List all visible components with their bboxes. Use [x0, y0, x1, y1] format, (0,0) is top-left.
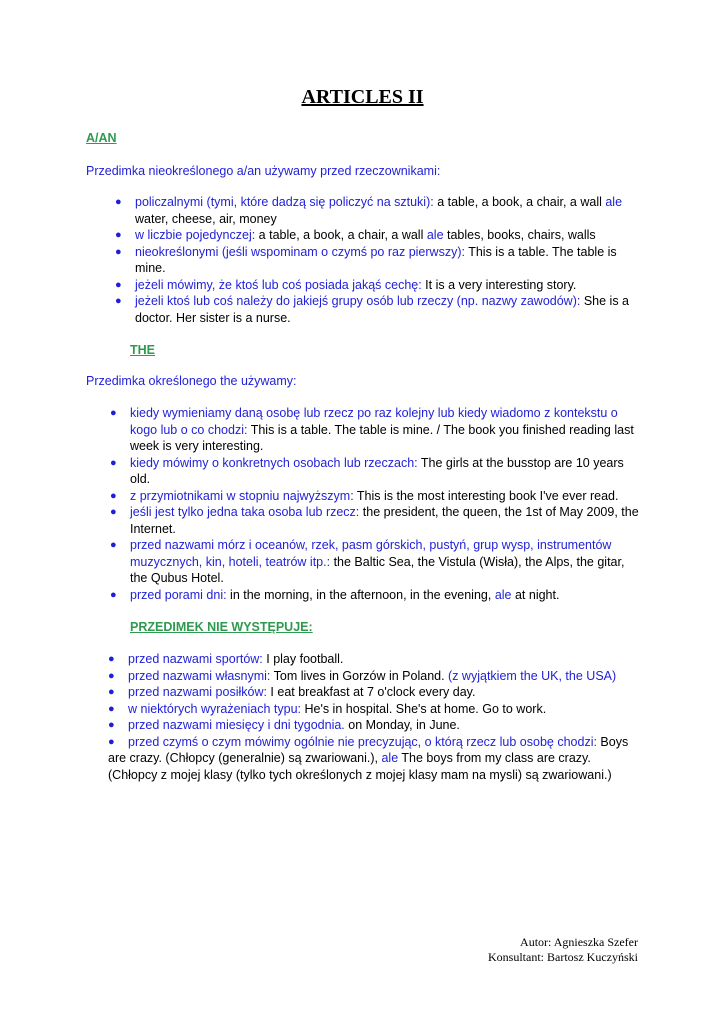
rule-text: w niektórych wyrażeniach typu: [128, 701, 301, 716]
bullet-icon: ● [108, 686, 115, 698]
bullet-icon: ● [110, 407, 117, 419]
example-text: This is the most interesting book I've ever read. [353, 488, 619, 503]
rule-text: kiedy mówimy o konkretnych osobach lub rzeczach: [130, 455, 418, 470]
example-text: She is a doctor. Her sister is a nurse. [135, 294, 629, 325]
list-item [110, 587, 640, 604]
author-credit: Autor: Agnieszka Szefer [520, 935, 638, 949]
no-article-rules-list [108, 651, 643, 783]
list-item [110, 537, 640, 587]
list-item [108, 717, 643, 734]
section-heading-a-an: A/AN [86, 131, 117, 145]
rule-text: jeżeli mówimy, że ktoś lub coś posiada jakąś cechę: [135, 277, 422, 292]
example-text: This is a table. The table is mine. [135, 244, 617, 275]
rule-text: przed nazwami własnymi: [128, 668, 271, 683]
rule-text: jeśli jest tylko jedna taka osoba lub rzecz: [130, 505, 360, 519]
example-text: on Monday, in June. [344, 718, 460, 732]
list-item [115, 293, 635, 326]
section-heading-the: THE [130, 343, 155, 357]
rule-text: przed porami dni: [130, 587, 227, 602]
bullet-icon: ● [115, 196, 122, 208]
rule-text: policzalnymi (tymi, które dadzą się policzyć na sztuki): [135, 195, 434, 209]
list-item [115, 227, 635, 244]
list-item [108, 668, 643, 685]
example-text: The boys from my class are crazy. (Chłopcy z mojej klasy (tylko tych określonych z mojej klasy mam na mysli) są zwariowani.) [108, 751, 612, 782]
example-text: the Baltic Sea, the Vistula (Wisła), the Alps, the gitar, the Qubus Hotel. [130, 554, 625, 585]
rule-text: jeżeli ktoś lub coś należy do jakiejś grupy osób lub rzeczy (np. nazwy zawodów): [135, 294, 581, 308]
example-text: I eat breakfast at 7 o'clock every day. [266, 685, 476, 699]
connector-text: ale [381, 751, 399, 765]
example-text: He's in hospital. She's at home. Go to work. [301, 701, 547, 716]
rule-text: przed nazwami posiłków: [128, 685, 267, 699]
example-text: the president, the queen, the 1st of May 2009, the Internet. [130, 505, 639, 536]
section-heading-no-article: PRZEDIMEK NIE WYSTĘPUJE: [130, 620, 313, 634]
list-item [115, 277, 635, 294]
list-item [108, 701, 643, 718]
example-text: a table, a book, a chair, a wall [255, 228, 427, 242]
example-text: The girls at the busstop are 10 years old. [130, 455, 624, 486]
bullet-icon: ● [110, 539, 117, 551]
rule-text: przed nazwami miesięcy i dni tygodnia. [128, 718, 345, 732]
connector-text: ale [494, 587, 512, 602]
rule-text: z przymiotnikami w stopniu najwyższym: [130, 488, 354, 503]
bullet-icon: ● [110, 456, 117, 469]
rule-text: kiedy wymieniamy daną osobę lub rzecz po raz kolejny lub kiedy wiadomo z kontekstu o kogo lub o co chodzi: [130, 406, 618, 437]
rule-text: przed czymś o czym mówimy ogólnie nie precyzując, o którą rzecz lub osobę chodzi: [128, 734, 597, 749]
list-item [108, 734, 643, 784]
footer [488, 935, 638, 965]
list-item [110, 455, 640, 488]
list-item [110, 405, 640, 455]
list-item [108, 684, 643, 701]
bullet-icon: ● [108, 669, 115, 682]
bullet-icon: ● [110, 489, 117, 502]
note-text: (z wyjątkiem the UK, the USA) [448, 668, 617, 683]
example-text: at night. [511, 587, 560, 602]
example-text: This is a table. The table is mine. / The book you finished reading last week is very interesting. [130, 422, 634, 453]
example-text: It is a very interesting story. [421, 277, 577, 292]
consultant-credit: Konsultant: Bartosz Kuczyński [488, 950, 638, 964]
bullet-icon: ● [108, 653, 115, 665]
example-text: tables, books, chairs, walls [443, 228, 596, 242]
bullet-icon: ● [115, 245, 122, 258]
rule-text: w liczbie pojedynczej: [135, 228, 256, 242]
section-intro-a-an: Przedimka nieokreślonego a/an używamy przed rzeczownikami: [86, 164, 441, 178]
bullet-icon: ● [115, 295, 122, 307]
list-item [108, 651, 643, 668]
section-intro-the: Przedimka określonego the używamy: [86, 374, 297, 388]
rule-text: nieokreślonymi (jeśli wspominam o czymś po raz pierwszy): [135, 244, 465, 259]
example-text: a table, a book, a chair, a wall [433, 195, 606, 209]
bullet-icon: ● [108, 735, 115, 748]
connector-text: ale [426, 228, 444, 242]
list-item [110, 488, 640, 505]
example-text: Tom lives in Gorzów in Poland. [270, 668, 449, 683]
bullet-icon: ● [110, 588, 117, 601]
a-an-rules-list [115, 194, 635, 326]
example-text: water, cheese, air, money [135, 211, 277, 226]
example-text: Boys are crazy. (Chłopcy (generalnie) są zwariowani.), [108, 734, 629, 765]
bullet-icon: ● [115, 229, 122, 241]
bullet-icon: ● [110, 506, 117, 518]
connector-text: ale [605, 195, 623, 209]
rule-text: przed nazwami mórz i oceanów, rzek, pasm górskich, pustyń, grup wysp, instrumentów muzycznych, kin, hoteli, teatrów itp.: [130, 538, 612, 569]
rule-text: przed nazwami sportów: [128, 652, 263, 666]
bullet-icon: ● [108, 702, 115, 715]
example-text: I play football. [262, 652, 344, 666]
bullet-icon: ● [115, 278, 122, 291]
the-rules-list [110, 405, 640, 603]
bullet-icon: ● [108, 719, 115, 731]
example-text: in the morning, in the afternoon, in the evening, [226, 587, 495, 602]
page-title: ARTICLES II [301, 86, 424, 108]
list-item [110, 504, 640, 537]
list-item [115, 244, 635, 277]
list-item [115, 194, 635, 227]
